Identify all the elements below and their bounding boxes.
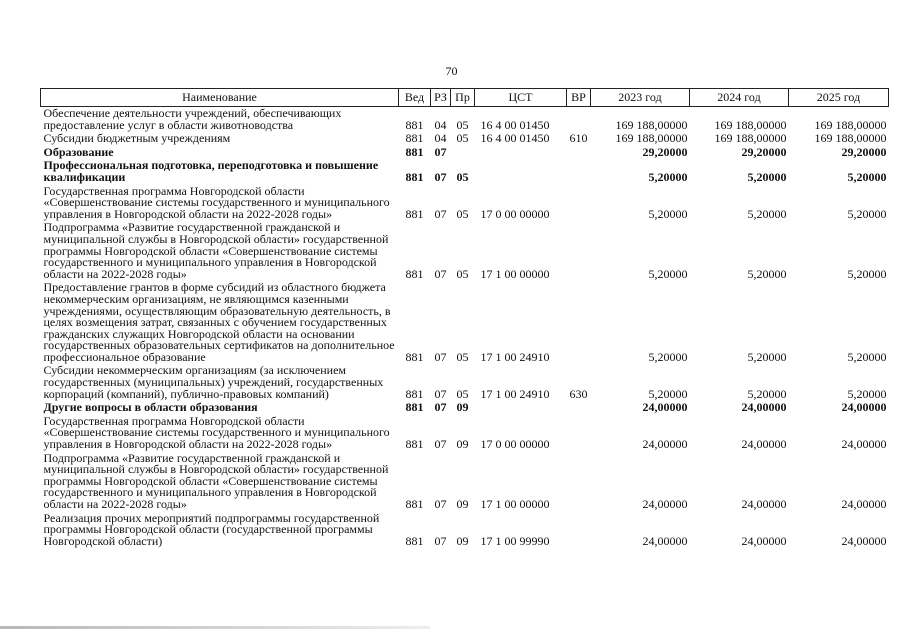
row-rz: 07 (434, 349, 447, 364)
row-vr (567, 512, 591, 549)
header-name: Наименование (41, 89, 399, 107)
row-amount-2023: 24,00000 (642, 400, 688, 415)
table-row (41, 364, 889, 401)
row-amount-2024: 5,20000 (747, 349, 787, 364)
table-row (41, 512, 889, 549)
row-name: Подпрограмма «Развитие государственной гражданской и муниципальной службы в Новгородской области» государственной программы Новгородской области «Совершенствование системы государственного и муниципального управления в Новгородской области на 2022-2028 годы» (43, 220, 389, 281)
row-amount-2025: 24,00000 (841, 437, 887, 452)
row-amount-2024: 169 188,00000 (714, 131, 787, 146)
row-cst: 17 1 00 24910 (480, 349, 550, 364)
row-rz: 04 (434, 117, 447, 132)
row-amount-2024: 24,00000 (741, 400, 787, 415)
row-pr: 05 (456, 117, 469, 132)
row-rz: 07 (434, 169, 447, 184)
row-amount-2023: 169 188,00000 (615, 117, 688, 132)
row-vr (567, 452, 591, 512)
header-pr: Пр (451, 89, 475, 107)
table-row (41, 146, 889, 160)
row-amount-2023: 169 188,00000 (615, 131, 688, 146)
row-ved: 881 (405, 400, 424, 415)
row-amount-2024: 5,20000 (747, 386, 787, 401)
row-name: Реализация прочих мероприятий подпрограммы государственной программы Новгородской области (государственной программы Новгородской области) (43, 510, 380, 548)
row-rz: 07 (434, 386, 447, 401)
header-ved: Вед (399, 89, 431, 107)
row-vr (567, 159, 591, 184)
row-rz: 07 (434, 400, 447, 415)
header-cst: ЦСТ (475, 89, 567, 107)
row-ved: 881 (405, 117, 424, 132)
table-row (41, 132, 889, 146)
row-pr: 05 (456, 349, 469, 364)
row-ved: 881 (405, 437, 424, 452)
row-amount-2023: 5,20000 (648, 266, 688, 281)
row-cst: 17 0 00 00000 (480, 437, 550, 452)
row-cst (475, 146, 567, 160)
scan-edge-line (0, 626, 430, 629)
row-name: Предоставление грантов в форме субсидий из областного бюджета некоммерческим организациям, не являющимся казенными учреждениями, осуществляющим образовательную деятельность, в целях возмещения затрат, связанных с обучением государственных гражданских служащих Новгородской области на основании государственных образовательных сертификатов на дополнительное профессиональное образование (43, 280, 395, 364)
row-cst: 17 1 00 24910 (480, 386, 550, 401)
row-pr: 09 (456, 400, 469, 415)
row-name: Профессиональная подготовка, переподготовка и повышение квалификации (43, 158, 379, 184)
row-amount-2025: 169 188,00000 (814, 117, 887, 132)
row-vr: 630 (569, 386, 588, 401)
row-name: Образование (43, 144, 114, 159)
row-amount-2024: 5,20000 (747, 266, 787, 281)
row-amount-2025: 5,20000 (847, 266, 887, 281)
row-ved: 881 (405, 386, 424, 401)
row-rz: 07 (434, 206, 447, 221)
row-amount-2025: 169 188,00000 (814, 131, 887, 146)
row-ved: 881 (405, 533, 424, 548)
row-cst: 16 4 00 01450 (480, 117, 550, 132)
row-vr (567, 146, 591, 160)
header-2025: 2025 год (789, 89, 889, 107)
budget-table (40, 88, 889, 548)
row-vr: 610 (569, 131, 588, 146)
row-pr (451, 146, 475, 160)
row-amount-2023: 5,20000 (648, 386, 688, 401)
table-row (41, 452, 889, 512)
row-amount-2025: 29,20000 (841, 144, 887, 159)
row-cst: 17 0 00 00000 (480, 206, 550, 221)
row-amount-2023: 5,20000 (648, 349, 688, 364)
row-amount-2024: 29,20000 (741, 144, 787, 159)
header-2024: 2024 год (690, 89, 789, 107)
row-rz: 04 (434, 131, 447, 146)
row-cst: 17 1 00 00000 (480, 266, 550, 281)
row-name: Обеспечение деятельности учреждений, обеспечивающих предоставление услуг в области животноводства (43, 106, 342, 132)
row-amount-2024: 169 188,00000 (714, 117, 787, 132)
row-amount-2024: 24,00000 (741, 533, 787, 548)
row-name: Подпрограмма «Развитие государственной гражданской и муниципальной службы в Новгородской области» государственной программы Новгородской области «Совершенствование системы государственного и муниципального управления в Новгородской области на 2022-2028 годы» (43, 450, 389, 511)
row-amount-2023: 5,20000 (648, 169, 688, 184)
table-row (41, 415, 889, 452)
row-rz: 07 (434, 533, 447, 548)
row-rz: 07 (434, 266, 447, 281)
row-cst (475, 159, 567, 184)
row-vr (567, 415, 591, 452)
row-pr: 09 (456, 533, 469, 548)
row-ved: 881 (405, 131, 424, 146)
row-amount-2023: 29,20000 (642, 144, 688, 159)
row-name: Другие вопросы в области образования (43, 400, 258, 415)
row-cst: 17 1 00 99990 (480, 533, 550, 548)
row-rz: 07 (434, 437, 447, 452)
row-amount-2025: 24,00000 (841, 497, 887, 511)
header-rz: РЗ (431, 89, 451, 107)
table-row (41, 185, 889, 222)
row-amount-2025: 5,20000 (847, 206, 887, 221)
row-name: Субсидии некоммерческим организациям (за исключением государственных (муниципальных) учреждений, государственных корпораций (компаний), публично-правовых компаний) (43, 363, 384, 401)
row-amount-2023: 5,20000 (648, 206, 688, 221)
row-name: Государственная программа Новгородской области «Совершенствование системы государственного и муниципального управления в Новгородской области на 2022-2028 годы» (43, 413, 390, 452)
row-vr (567, 401, 591, 415)
row-vr (567, 281, 591, 364)
header-vr: ВР (567, 89, 591, 107)
row-amount-2024: 24,00000 (741, 497, 787, 511)
row-name: Государственная программа Новгородской области «Совершенствование системы государственного и муниципального управления в Новгородской области на 2022-2028 годы» (43, 183, 390, 221)
row-amount-2025: 5,20000 (847, 349, 887, 364)
row-amount-2023: 24,00000 (642, 497, 688, 511)
row-amount-2025: 5,20000 (847, 386, 887, 401)
row-ved: 881 (405, 169, 424, 184)
row-amount-2023: 24,00000 (642, 533, 688, 548)
row-amount-2024: 5,20000 (747, 169, 787, 184)
table-row (41, 401, 889, 415)
row-amount-2025: 5,20000 (847, 169, 887, 184)
row-amount-2024: 5,20000 (747, 206, 787, 221)
row-amount-2023: 24,00000 (642, 437, 688, 452)
row-pr: 05 (456, 206, 469, 221)
table-row (41, 281, 889, 364)
row-pr: 09 (456, 437, 469, 452)
row-vr (567, 221, 591, 281)
row-ved: 881 (405, 266, 424, 281)
table-row (41, 221, 889, 281)
row-name: Субсидии бюджетным учреждениям (43, 131, 231, 146)
row-pr: 05 (456, 131, 469, 146)
row-amount-2025: 24,00000 (841, 533, 887, 548)
table-header-row (41, 89, 889, 107)
row-rz: 07 (434, 144, 447, 159)
row-cst: 16 4 00 01450 (480, 131, 550, 146)
table-row (41, 159, 889, 184)
table-row (41, 107, 889, 133)
row-ved: 881 (405, 349, 424, 364)
row-cst (475, 401, 567, 415)
row-amount-2024: 24,00000 (741, 437, 787, 452)
page-number: 70 (445, 64, 458, 78)
row-vr (567, 107, 591, 133)
row-rz: 07 (434, 497, 447, 511)
row-amount-2025: 24,00000 (841, 400, 887, 415)
row-pr: 05 (456, 386, 469, 401)
row-pr: 09 (456, 497, 469, 511)
row-vr (567, 185, 591, 222)
row-ved: 881 (405, 144, 424, 159)
header-2023: 2023 год (591, 89, 690, 107)
row-ved: 881 (405, 206, 424, 221)
row-pr: 05 (456, 266, 469, 281)
row-cst: 17 1 00 00000 (480, 497, 550, 511)
row-pr: 05 (456, 169, 469, 184)
row-ved: 881 (405, 497, 424, 511)
